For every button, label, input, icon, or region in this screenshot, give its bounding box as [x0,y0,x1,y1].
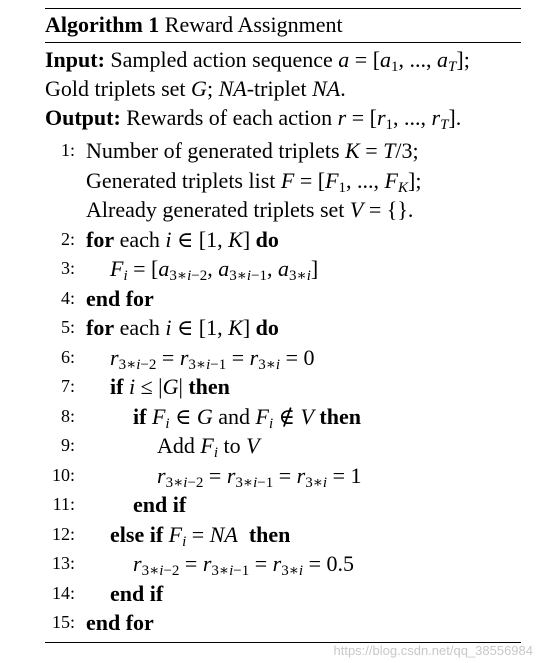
algorithm-box [45,8,521,638]
line-number: 3: [60,258,75,278]
line-number: 4: [60,287,75,308]
step-text: $r_{3∗i-2} = r_{3∗i-1} = r_{3∗i} = 0.5$ [133,551,355,579]
output-label: Output: [45,105,121,130]
step-text: $F_i = [a_{3∗i-2}$, $a_{3∗i-1}$, $a_{3∗i}$] [110,256,319,284]
step-text: end if [133,492,187,517]
output-text: Rewards of each action $r = [r_1$, ..., $r_T$]. [126,105,462,133]
step-text: Already generated triplets set V = {}. [86,197,414,222]
step-8 [45,402,521,432]
line-number: 12: [51,523,75,544]
step-text: if $F_i$ ∈ G and $F_i$ ∉ V then [133,403,361,432]
step-text: Number of generated triplets K = T/3; [86,138,419,163]
line-number: 9: [60,435,75,455]
line-number: 10: [51,464,75,485]
line-number: 14: [51,582,75,603]
step-12 [45,520,521,550]
step-text: end for [86,610,154,635]
input-text-1: Sampled action sequence $a = [a_1$, ..., $a_T$]; [110,47,470,75]
line-number: 8: [60,405,75,426]
line-number: 7: [60,376,75,396]
input-label: Input: [45,47,105,72]
step-9 [45,431,521,461]
step-2 [45,225,521,255]
step-10 [45,461,521,491]
step-3 [45,254,521,284]
line-number: 5: [60,317,75,337]
algorithm-label: Algorithm 1 [45,12,160,37]
output-line [45,103,521,132]
step-14 [45,579,521,609]
step-text: if i ≤ |G| then [110,374,230,399]
step-5 [45,313,521,343]
line-number: 6: [60,346,75,367]
input-line-1 [45,45,521,74]
line-number: 1: [60,140,75,160]
step-text: Generated triplets list $F = [F_1$, ..., $F_K$]; [86,167,422,196]
step-text: Add $F_i$ to V [157,433,260,461]
step-13 [45,549,521,579]
step-1 [45,136,521,166]
line-number: 15: [51,612,75,632]
step-text: for each i ∈ [1, K] do [86,315,279,340]
algorithm-steps [45,136,521,638]
input-line-2 [45,74,521,103]
step-15 [45,608,521,638]
step-text: else if $F_i$ = NA then [110,521,291,550]
line-number: 13: [51,553,75,573]
input-text-2: Gold triplets set G; NA-triplet NA. [45,76,346,101]
step-11 [45,490,521,520]
step-6 [45,343,521,373]
step-text: end for [86,285,154,311]
watermark: https://blog.csdn.net/qq_38556984 [333,643,533,658]
step-text: end if [110,580,164,606]
line-number: 11: [52,494,75,514]
step-text: $r_{3∗i-2} = r_{3∗i-1} = r_{3∗i} = 0$ [110,344,315,373]
step-text: $r_{3∗i-2} = r_{3∗i-1} = r_{3∗i} = 1$ [157,462,362,491]
step-1c [45,195,521,225]
step-text: for each i ∈ [1, K] do [86,226,279,252]
io-section [45,43,521,132]
line-number: 2: [60,228,75,249]
algorithm-title [45,9,521,42]
step-7 [45,372,521,402]
algorithm-name: Reward Assignment [164,12,343,37]
step-1b [45,166,521,196]
step-4 [45,284,521,314]
